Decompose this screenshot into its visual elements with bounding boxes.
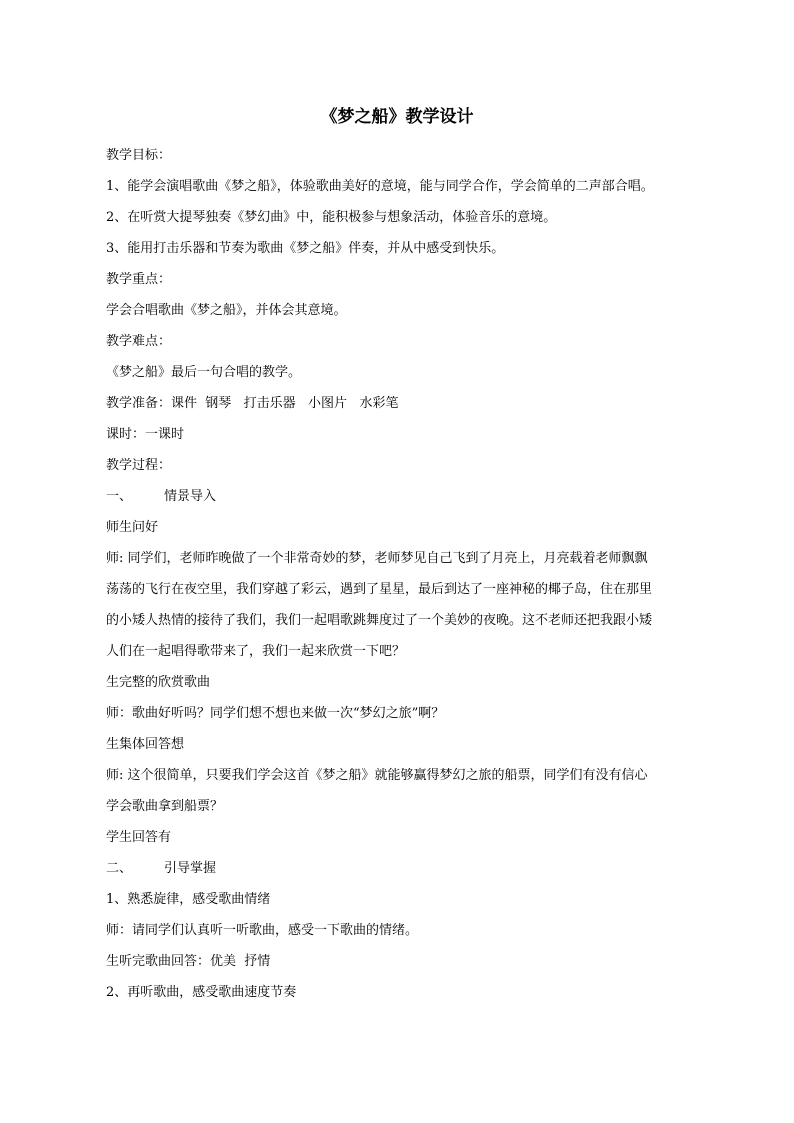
goal-item: 3、能用打击乐器和节奏为歌曲《梦之船》伴奏，并从中感受到快乐。: [106, 241, 505, 256]
difficult-text: 《梦之船》最后一句合唱的教学。: [106, 365, 302, 380]
teacher-question: 师：歌曲好听吗？同学们想不想也来做一次“梦幻之旅”啊？: [106, 706, 445, 721]
paragraph-line: 人们在一起唱得歌带来了，我们一起来欣赏一下吧？: [106, 644, 406, 659]
paragraph-line: 师: 同学们，老师昨晚做了一个非常奇妙的梦，老师梦见自己飞到了月亮上，月亮载着老师飘飘: [106, 551, 648, 566]
preparation: 教学准备：课件 钢琴 打击乐器 小图片 水彩笔: [106, 396, 399, 411]
teacher-instruction: 师：请同学们认真听一听歌曲，感受一下歌曲的情绪。: [106, 923, 419, 938]
document-body: [106, 140, 690, 1008]
goals-heading: 教学目标：: [106, 148, 172, 163]
greeting: 师生问好: [106, 520, 159, 535]
paragraph-line: 荡荡的飞行在夜空里，我们穿越了彩云，遇到了星星，最后到达了一座神秘的椰子岛，住在那里: [106, 582, 653, 597]
step-heading: 1、熟悉旋律，感受歌曲情绪: [106, 892, 271, 907]
step-heading: 2、再听歌曲，感受歌曲速度节奏: [106, 985, 297, 1000]
process-heading: 教学过程：: [106, 458, 172, 473]
student-answer: 学生回答有: [106, 830, 172, 845]
student-action: 生完整的欣赏歌曲: [106, 675, 211, 690]
page-title: 《梦之船》教学设计: [320, 107, 474, 127]
student-answer: 生听完歌曲回答：优美 抒情: [106, 954, 271, 969]
section-number: 二、: [106, 861, 133, 876]
difficult-heading: 教学难点：: [106, 334, 172, 349]
class-period: 课时：一课时: [106, 427, 185, 442]
paragraph-line: 的小矮人热情的接待了我们，我们一起唱歌跳舞度过了一个美妙的夜晚。这不老师还把我跟小矮: [106, 613, 653, 628]
section-title: 引导掌握: [164, 861, 217, 876]
key-text: 学会合唱歌曲《梦之船》，并体会其意境。: [106, 303, 347, 318]
paragraph-line: 学会歌曲拿到船票？: [106, 799, 224, 814]
paragraph-line: 师: 这个很简单，只要我们学会这首《梦之船》就能够赢得梦幻之旅的船票，同学们有没有信心: [106, 768, 648, 783]
section-heading: [106, 853, 690, 884]
section-number: 一、: [106, 489, 133, 504]
goal-item: 2、在听赏大提琴独奏《梦幻曲》中，能积极参与想象活动，体验音乐的意境。: [106, 210, 557, 225]
goal-item: 1、能学会演唱歌曲《梦之船》，体验歌曲美好的意境，能与同学合作，学会简单的二声部合唱。: [106, 179, 654, 194]
section-title: 情景导入: [164, 489, 217, 504]
key-heading: 教学重点：: [106, 272, 172, 287]
student-answer: 生集体回答想: [106, 737, 185, 752]
section-heading: [106, 481, 690, 512]
